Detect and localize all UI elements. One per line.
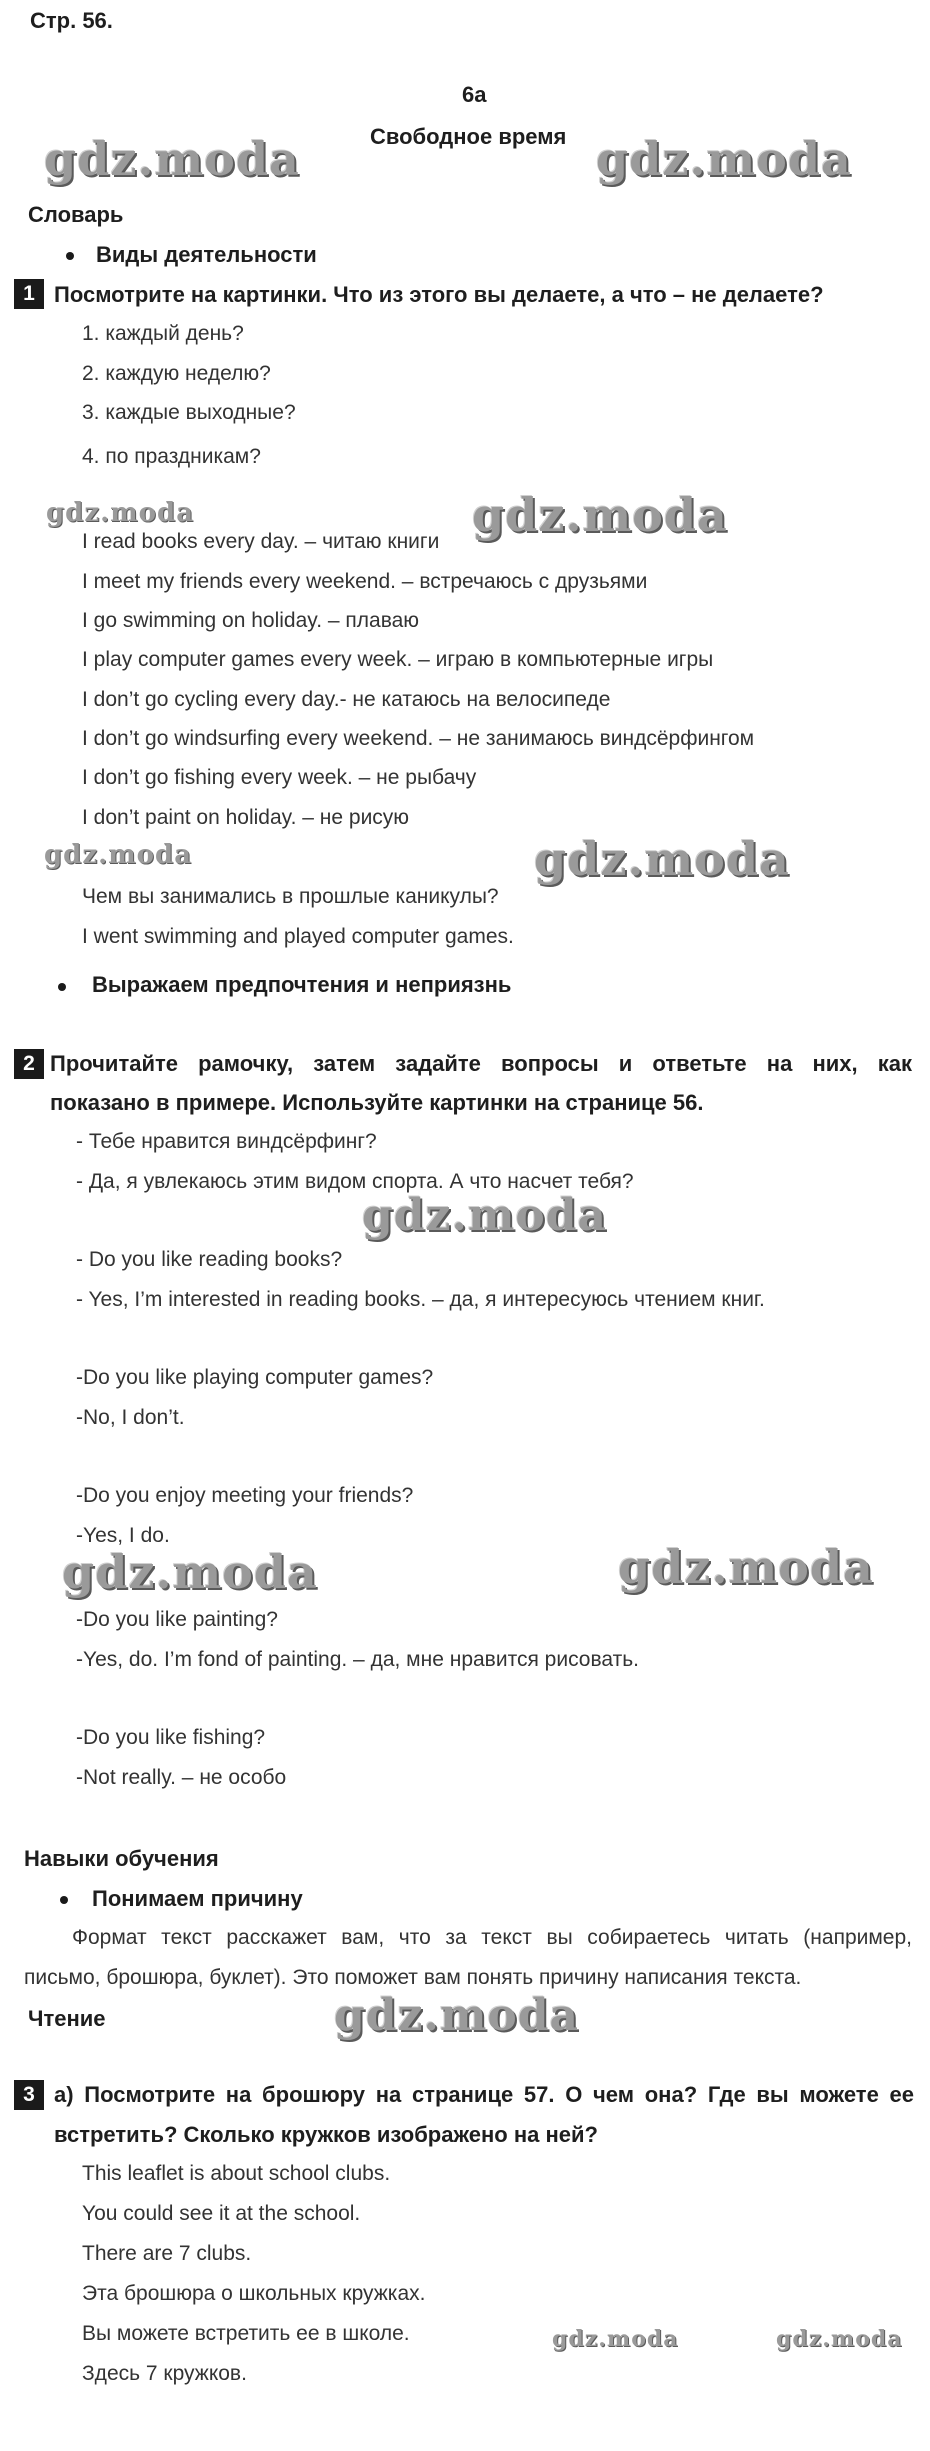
dialogue-line: - Do you like reading books? <box>76 1248 343 1271</box>
answer-line: I went swimming and played computer games. <box>82 925 514 948</box>
answer-line: I don’t go fishing every week. – не рыбачу <box>82 766 477 789</box>
exercise-number: 3 <box>14 2080 44 2110</box>
unit-title: Свободное время <box>370 124 567 149</box>
dialogue-line: -Do you like playing computer games? <box>76 1366 434 1389</box>
watermark: gdz.moda <box>44 840 193 870</box>
bullet-dot <box>58 983 66 991</box>
dialogue-line: -Yes, do. I’m fond of painting. – да, мне нравится рисовать. <box>76 1648 640 1671</box>
bullet-reason: Понимаем причину <box>92 1886 303 1911</box>
dialogue-line: -No, I don’t. <box>76 1406 185 1429</box>
dialogue-line: -Do you like painting? <box>76 1608 278 1631</box>
bullet-dot <box>60 1896 68 1904</box>
reason-paragraph: Формат текст расскажет вам, что за текст вы собираетесь читать (например, <box>72 1926 912 1949</box>
exercise-instruction: показано в примере. Используйте картинки на странице 56. <box>50 1090 704 1115</box>
vocab-heading: Словарь <box>28 202 124 227</box>
option-item: 3. каждые выходные? <box>82 401 296 424</box>
answer-line: I don’t go cycling every day.- не катаюсь на велосипеде <box>82 688 611 711</box>
answer-line: This leaflet is about school clubs. <box>82 2162 391 2185</box>
reading-heading: Чтение <box>28 2006 106 2031</box>
watermark: gdz.moda <box>46 498 195 528</box>
answer-line: I meet my friends every weekend. – встречаюсь с друзьями <box>82 570 648 593</box>
exercise-instruction: a) Посмотрите на брошюру на странице 57. О чем она? Где вы можете ее <box>54 2082 914 2107</box>
watermark: gdz.moda <box>552 2326 679 2352</box>
option-item: 2. каждую неделю? <box>82 362 271 385</box>
dialogue-line: -Do you like fishing? <box>76 1726 266 1749</box>
watermark: gdz.moda <box>44 132 300 186</box>
reason-paragraph: письмо, брошюра, буклет). Это поможет вам понять причину написания текста. <box>24 1966 802 1989</box>
answer-line: I don’t go windsurfing every weekend. – не занимаюсь виндсёрфингом <box>82 727 755 750</box>
answer-line: I don’t paint on holiday. – не рисую <box>82 806 410 829</box>
unit-number: 6a <box>462 82 487 107</box>
skills-heading: Навыки обучения <box>24 1846 219 1871</box>
answer-line: You could see it at the school. <box>82 2202 361 2225</box>
bullet-preferences: Выражаем предпочтения и неприязнь <box>92 972 512 997</box>
dialogue-line: -Do you enjoy meeting your friends? <box>76 1484 414 1507</box>
exercise-instruction: Посмотрите на картинки. Что из этого вы делаете, а что – не делаете? <box>54 282 824 307</box>
exercise-number: 1 <box>14 279 44 309</box>
answer-line: Вы можете встретить ее в школе. <box>82 2322 410 2345</box>
bullet-dot <box>66 252 74 260</box>
option-item: 4. по праздникам? <box>82 445 261 468</box>
watermark: gdz.moda <box>472 488 728 542</box>
exercise-instruction: Прочитайте рамочку, затем задайте вопросы и ответьте на них, как <box>50 1051 912 1076</box>
watermark: gdz.moda <box>776 2326 903 2352</box>
answer-line: I go swimming on holiday. – плаваю <box>82 609 420 632</box>
dialogue-line: -Yes, I do. <box>76 1524 170 1547</box>
watermark: gdz.moda <box>534 832 790 886</box>
dialogue-line: - Тебе нравится виндсёрфинг? <box>76 1130 377 1153</box>
dialogue-line: -Not really. – не особо <box>76 1766 287 1789</box>
watermark: gdz.moda <box>334 1990 580 2041</box>
exercise-instruction: встретить? Сколько кружков изображено на ней? <box>54 2122 598 2147</box>
watermark: gdz.moda <box>362 1190 608 1241</box>
answer-line: I read books every day. – читаю книги <box>82 530 440 553</box>
answer-line: Эта брошюра о школьных кружках. <box>82 2282 426 2305</box>
answer-line: Здесь 7 кружков. <box>82 2362 247 2385</box>
answer-line: I play computer games every week. – играю в компьютерные игры <box>82 648 714 671</box>
dialogue-line: - Yes, I’m interested in reading books. – да, я интересуюсь чтением книг. <box>76 1288 765 1311</box>
dialogue-line: - Да, я увлекаюсь этим видом спорта. А что насчет тебя? <box>76 1170 634 1193</box>
exercise-number: 2 <box>14 1049 44 1079</box>
watermark: gdz.moda <box>596 132 852 186</box>
question-line: Чем вы занимались в прошлые каникулы? <box>82 885 499 908</box>
page-label: Стр. 56. <box>30 8 113 33</box>
watermark: gdz.moda <box>618 1540 874 1594</box>
watermark: gdz.moda <box>62 1545 318 1599</box>
bullet-activities: Виды деятельности <box>96 242 317 267</box>
option-item: 1. каждый день? <box>82 322 244 345</box>
answer-line: There are 7 clubs. <box>82 2242 252 2265</box>
